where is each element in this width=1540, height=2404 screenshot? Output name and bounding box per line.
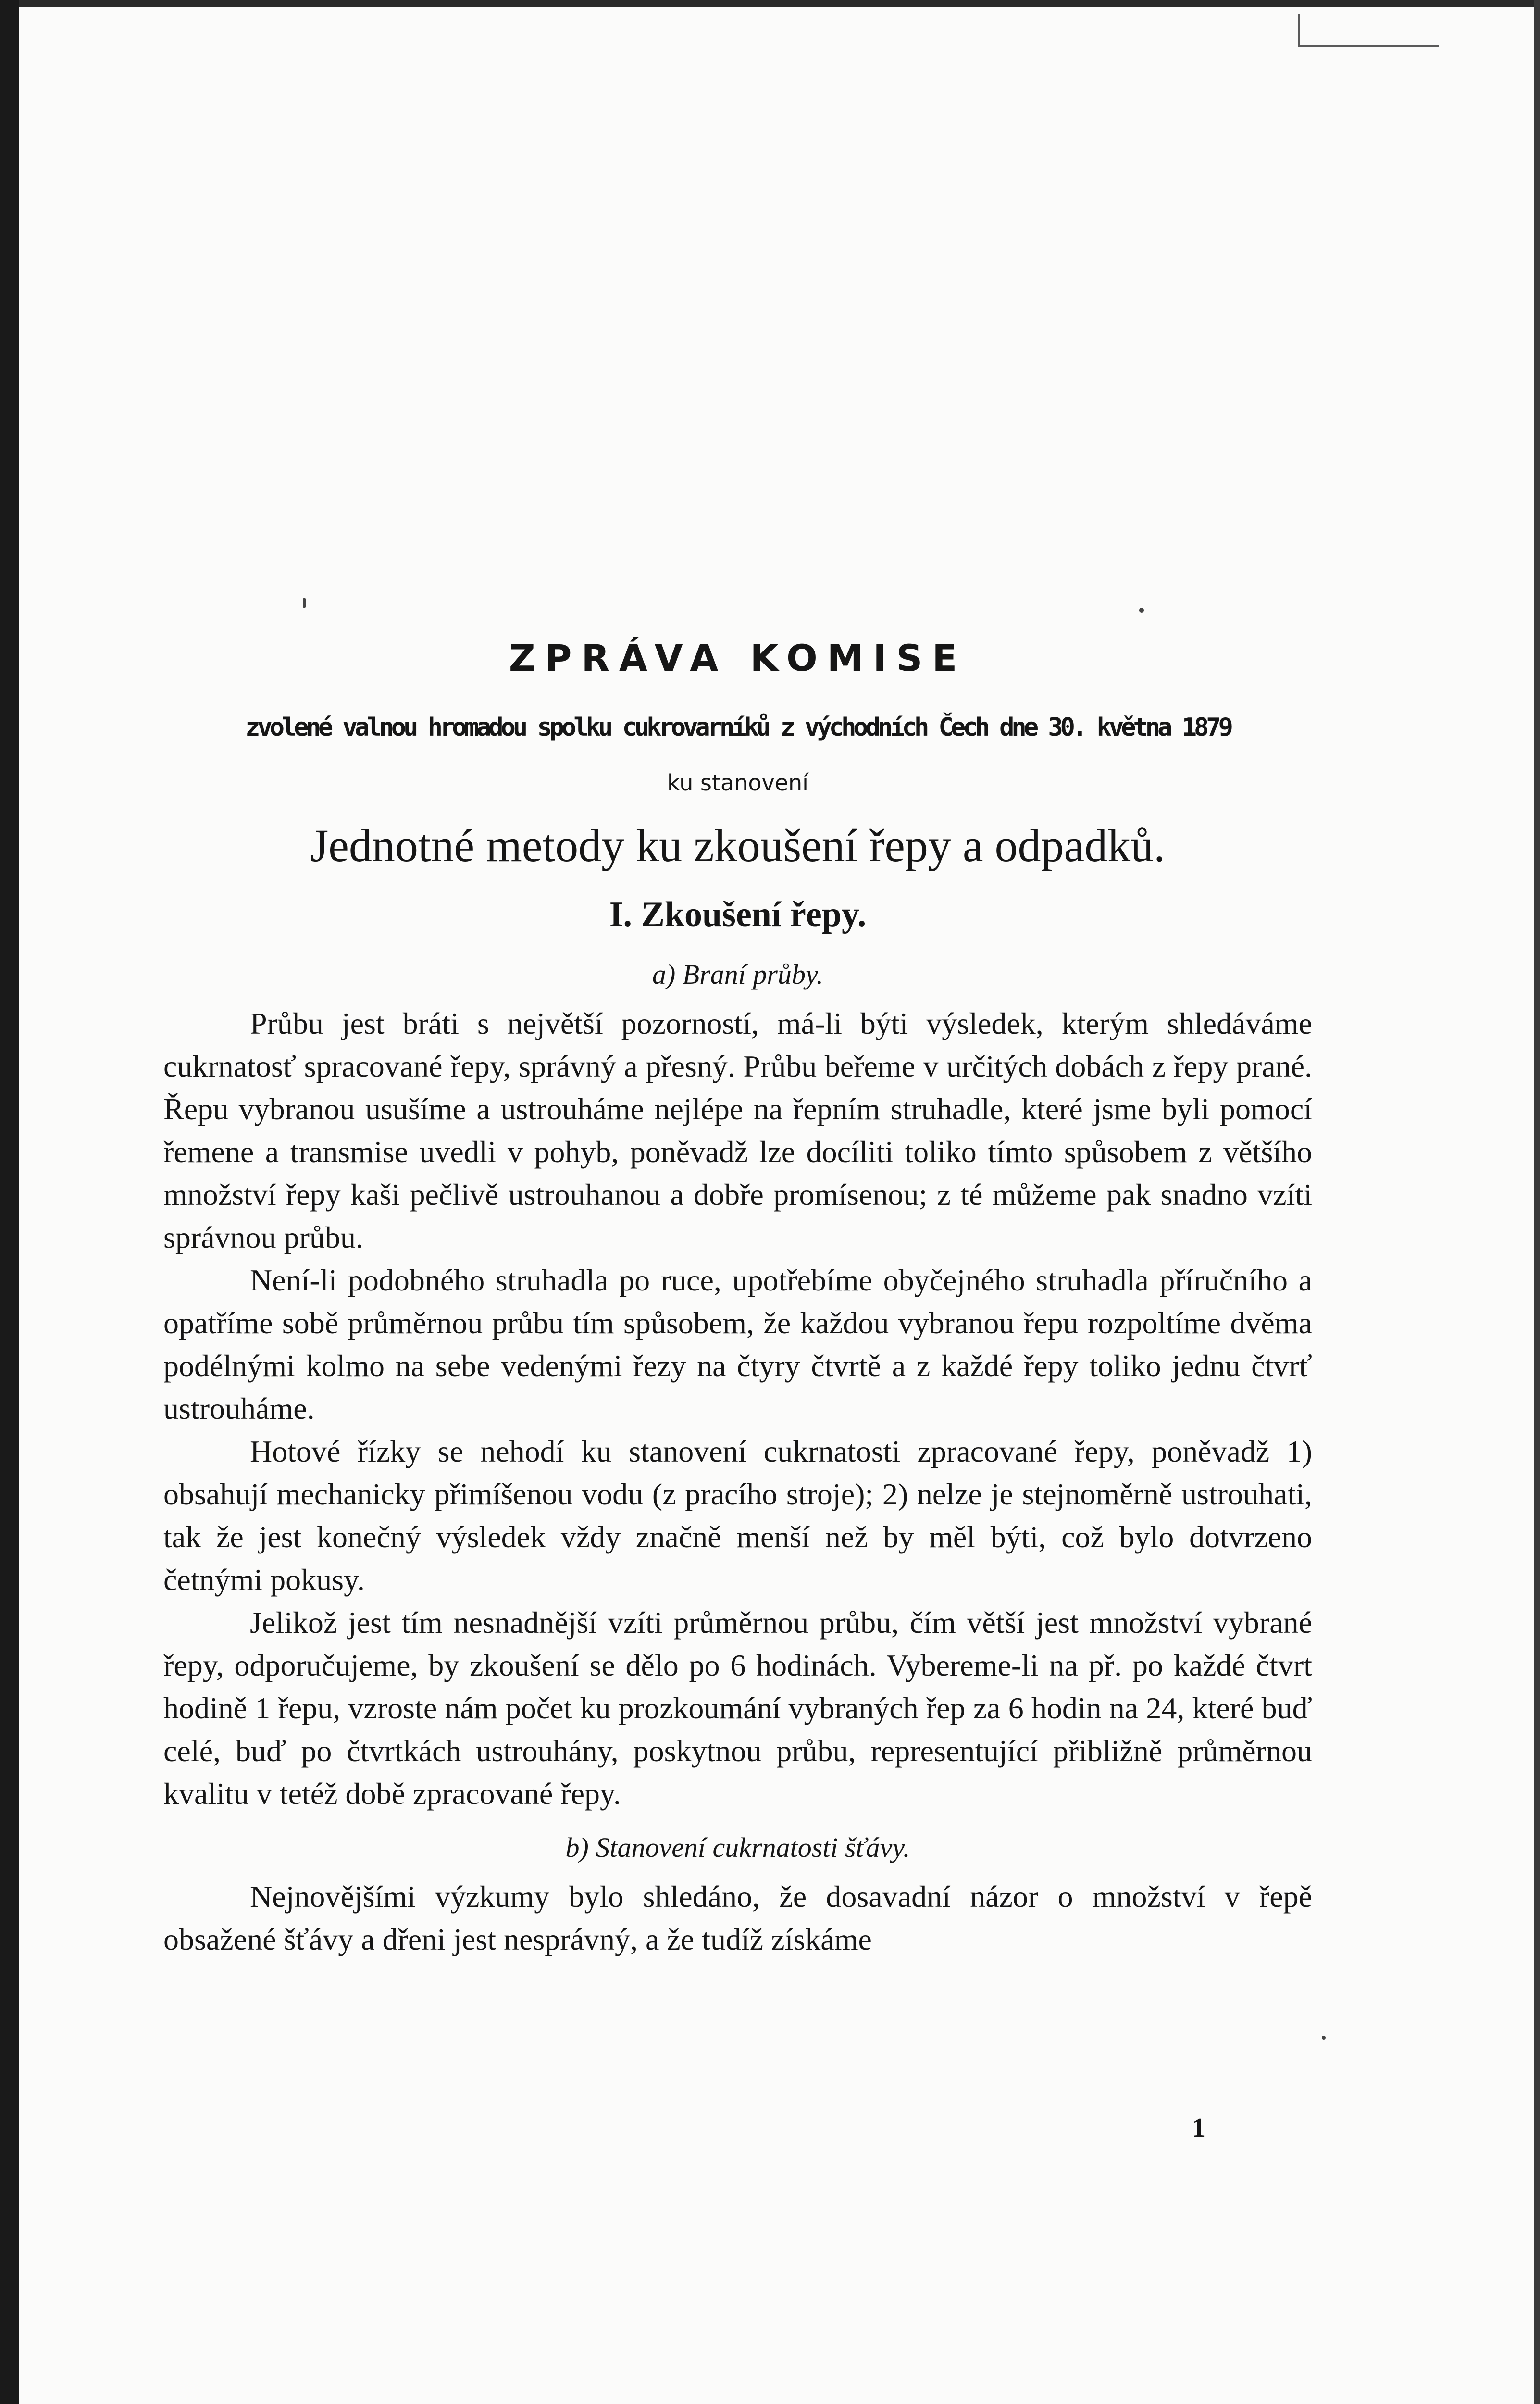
paragraph: Hotové řízky se nehodí ku stanovení cukrnatosti zpracované řepy, poněvadž 1) obsahují mechanicky přimíšenou vodu (z pracího stroje); 2) nelze je stejnoměrně ustrouhati, tak že jest konečný výsledek vždy značně menší než by měl býti, což bylo dotvrzeno četnými pokusy. — [163, 1434, 1312, 1597]
section-heading: I. Zkoušení řepy. — [609, 895, 867, 934]
paragraph: Nejnovějšími výzkumy bylo shledáno, že dosavadní názor o množství v řepě obsažené šťávy a dřeni jest nesprávný, a že tudíž získáme — [163, 1879, 1312, 1956]
paragraph: Jelikož jest tím nesnadnější vzíti průměrnou průbu, čím větší jest množství vybrané řepy, odporučujeme, by zkoušení se dělo po 6 hodinách. Vybereme-li na př. po každé čtvrt hodině 1 řepu, vzroste nám počet ku prozkoumání vybraných řep za 6 hodin na 24, které buď celé, buď po čtvrtkách ustrouhány, poskytnou průbu, representující přibližně průměrnou kvalitu v tetéž době zpracované řepy. — [163, 1605, 1312, 1811]
page-number: 1 — [1192, 2113, 1205, 2143]
scan-border-right — [1534, 0, 1540, 2404]
corner-scan-mark — [1298, 14, 1439, 47]
paragraph: Není-li podobného struhadla po ruce, upotřebíme obyčejného struhadla příručního a opatříme sobě průměrnou průbu tím spůsobem, že každou vybranou řepu rozpoltíme dvěma podélnými kolmo na sebe vedenými řezy na čtyry čtvrtě a z každé řepy toliko jednu čtvrť ustrouháme. — [163, 1263, 1312, 1426]
ink-speck — [1322, 2036, 1326, 2040]
document-page — [19, 7, 1534, 2404]
scan-border-top — [0, 0, 1540, 7]
intro-phrase: ku stanovení — [667, 770, 808, 796]
document-body — [163, 637, 1312, 1961]
ink-speck — [303, 598, 306, 608]
scan-border-left — [0, 0, 19, 2404]
document-subtitle: zvolené valnou hromadou spolku cukrovarníků z východních Čech dne 30. května 1879 — [245, 713, 1230, 742]
ink-speck — [1139, 608, 1144, 613]
subsection-heading-b: b) Stanovení cukrnatosti šťávy. — [565, 1832, 910, 1863]
main-heading: Jednotné metody ku zkoušení řepy a odpadků. — [310, 820, 1166, 871]
document-title: ZPRÁVA KOMISE — [509, 637, 967, 679]
subsection-heading-a: a) Braní průby. — [652, 959, 824, 990]
paragraph: Průbu jest bráti s největší pozorností, má-li býti výsledek, kterým shledáváme cukrnatosť spracované řepy, správný a přesný. Průbu beřeme v určitých dobách z řepy prané. Řepu vybranou usušíme a ustrouháme nejlépe na řepním struhadle, které jsme byli pomocí řemene a transmise uvedli v pohyb, poněvadž lze docíliti toliko tímto spůsobem z většího množství řepy kaši pečlivě ustrouhanou a dobře promísenou; z té můžeme pak snadno vzíti správnou průbu. — [163, 1006, 1312, 1254]
